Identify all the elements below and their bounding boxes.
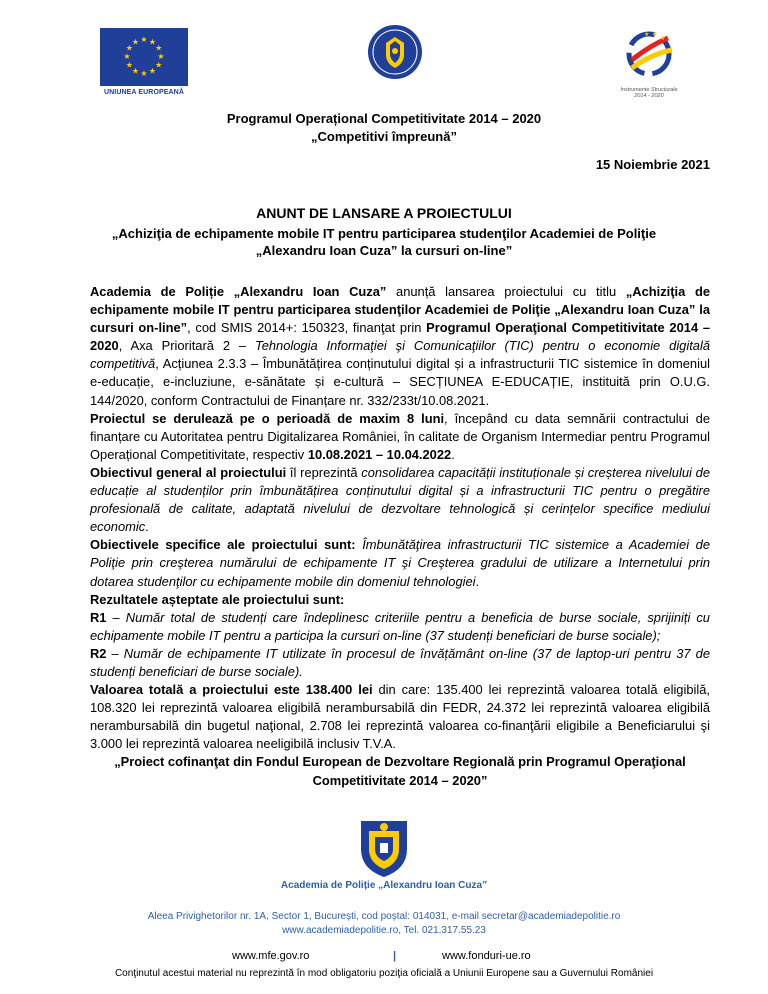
svg-text:★: ★ xyxy=(148,66,157,76)
structural-instruments-logo xyxy=(618,24,680,100)
paragraph-specific-objectives: Obiectivele specifice ale proiectului sunt: Îmbunătăţirea infrastructurii TIC sistemice a Academiei de Poliţie prin creşterea numărului de echipamente IT şi Creşterea gradului de utilizare a Internetului prin dotarea studenţilor cu echipamente mobile din domeniul tehnologiei. xyxy=(90,537,710,589)
structural-instruments-years: 2014 - 2020 xyxy=(634,93,664,99)
svg-text:★: ★ xyxy=(148,37,157,47)
paragraph-project-intro: Academia de Poliție „Alexandru Ioan Cuza” anunță lansarea proiectului cu titlu „Achiziţia de echipamente mobile IT pentru participarea studenţilor Academiei de Poliţie „Alexandru Ioan Cuza” la cursuri on-line”, cod SMIS 2014+: 150323, finanţat prin Programul Operaţional Competitivitate 2014 – 2020, Axa Prioritară 2 – Tehnologia Informaţiei şi Comunicaţiilor (TIC) pentru o economie digitală competitivă, Acțiunea 2.3.3 – Îmbunătățirea conținutului digital și a infrastructurii TIC sistemice în domeniul e-educație, e-incluziune, e-sănătate și e-cultură – SECȚIUNEA E-EDUCAȚIE, instituită prin O.U.G. 144/2020, conform Contractului de Finanțare nr. 332/233t/10.08.2021. xyxy=(90,284,710,408)
eu-logo xyxy=(100,28,188,100)
result-r2: R2 – Număr de echipamente IT utilizate în procesul de învățământ on-line (37 de laptop-uri pentru 37 de studenți beneficiari de burse sociale). xyxy=(90,645,710,679)
academy-web-phone: www.academiadepolitie.ro, Tel. 021.317.55.23 xyxy=(282,925,486,936)
svg-text:★: ★ xyxy=(131,37,140,47)
academy-address: Aleea Privighetorilor nr. 1A, Sector 1, București, cod poștal: 014031, e-mail secretar@academiadepolitie.ro xyxy=(147,911,621,922)
result-r1: R1 – Număr total de studenți care îndeplinesc criteriile pentru a beneficia de burse sociale, sprijiniți cu echipamente mobile IT pentru a participa la cursuri on-line (37 studenți beneficiari de burse sociale); xyxy=(90,609,710,643)
programme-title: Programul Operațional Competitivitate 2014 – 2020 xyxy=(226,111,542,126)
svg-text:★: ★ xyxy=(644,31,650,38)
announcement-date: 15 Noiembrie 2021 xyxy=(595,157,710,172)
structural-instruments-icon xyxy=(618,24,680,82)
government-logo xyxy=(366,23,424,81)
svg-text:★: ★ xyxy=(652,31,658,38)
police-academy-logo xyxy=(355,815,413,879)
cofinancing-statement: „Proiect cofinanţat din Fondul European de Dezvoltare Regională prin Programul Operaţional Competitivitate 2014 – 2020” xyxy=(114,754,686,788)
structural-instruments-caption: Instrumente Structurale xyxy=(620,87,678,93)
police-academy-crest-icon xyxy=(355,815,413,879)
paragraph-project-duration: Proiectul se derulează pe o perioadă de maxim 8 luni, începând cu data semnării contractului de finanțare cu Autoritatea pentru Digitalizarea României, în calitate de Organism Intermediar pentru Programul Operațional Competitivitate, respectiv 10.08.2021 – 10.04.2022. xyxy=(90,410,710,462)
romanian-government-seal-icon xyxy=(366,23,424,81)
footer-disclaimer: Conţinutul acestui material nu reprezintă în mod obligatoriu poziţia oficială a Uniunii Europene sau a Guvernului României xyxy=(114,968,654,979)
fonduri-ue-link[interactable]: www.fonduri-ue.ro xyxy=(442,950,531,962)
svg-text:★: ★ xyxy=(125,60,133,70)
svg-text:★: ★ xyxy=(131,66,140,76)
svg-text:★: ★ xyxy=(155,43,163,53)
svg-text:★: ★ xyxy=(125,43,133,53)
svg-text:★: ★ xyxy=(140,35,148,44)
expected-results-heading: Rezultatele așteptate ale proiectului sunt: xyxy=(90,591,345,607)
academy-name: Academia de Poliție „Alexandru Ioan Cuza” xyxy=(280,880,488,891)
footer-separator: | xyxy=(393,950,397,962)
programme-slogan: „Competitivi împreună” xyxy=(311,129,457,144)
mfe-link[interactable]: www.mfe.gov.ro xyxy=(232,950,310,962)
subtitle-line-1: „Achiziţia de echipamente mobile IT pentru participarea studenţilor Academiei de Poliţie xyxy=(111,226,657,241)
svg-text:★: ★ xyxy=(140,69,148,78)
announcement-subtitle xyxy=(60,225,708,259)
announcement-title: ANUNT DE LANSARE A PROIECTULUI xyxy=(256,205,512,221)
eu-flag-icon xyxy=(100,28,188,86)
svg-text:★: ★ xyxy=(157,52,165,61)
svg-text:★: ★ xyxy=(123,52,131,61)
academy-contact xyxy=(0,910,768,938)
announcement-body xyxy=(90,283,710,790)
paragraph-general-objective: Obiectivul general al proiectului îl reprezintă consolidarea capacității instituționale și creșterea nivelului de educație al studenților prin îmbunătățirea conținutului digital și a infrastructurii TIC pentru o pregătire profesională de calitate, adaptată nivelului de dezvoltare tehnologică și cerințelor specifice mediului economic. xyxy=(90,464,710,535)
subtitle-line-2: „Alexandru Ioan Cuza” la cursuri on-line” xyxy=(255,243,513,258)
svg-text:★: ★ xyxy=(660,35,666,42)
eu-logo-caption: UNIUNEA EUROPEANĂ xyxy=(103,89,184,96)
paragraph-total-value: Valoarea totală a proiectului este 138.400 lei din care: 135.400 lei reprezintă valoarea totală eligibilă, 108.320 lei reprezintă valoarea eligibilă nerambursabilă din FEDR, 24.372 lei reprezintă valoarea eligibilă nerambursabilă din bugetul naţional, 2.708 lei reprezintă valoarea co-finanţării eligibile a Beneficiarului şi 3.000 lei reprezintă valoarea neeligibilă inclusiv T.V.A. xyxy=(90,682,710,752)
svg-text:★: ★ xyxy=(155,60,163,70)
